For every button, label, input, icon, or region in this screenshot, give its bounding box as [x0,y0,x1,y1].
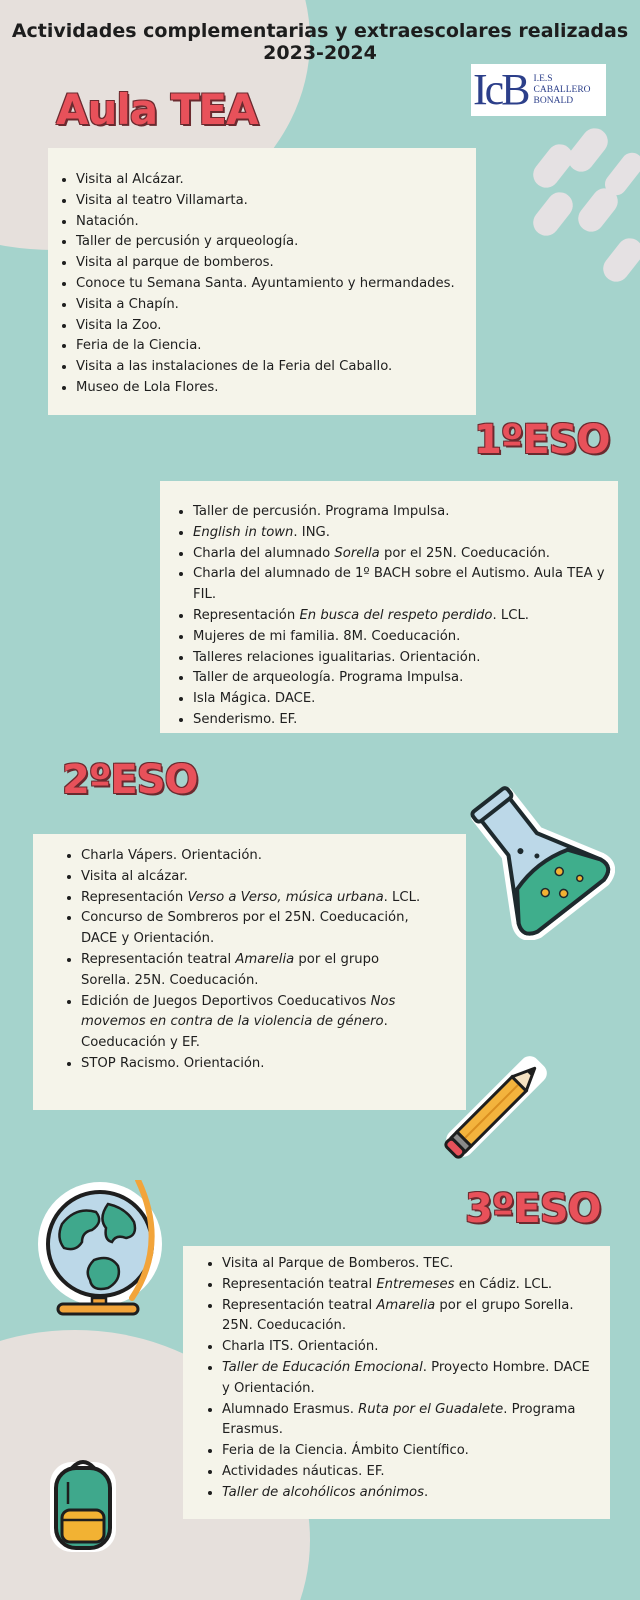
activity-item: • Representación teatral Entremeses en Cádiz. LCL. [222,1275,596,1296]
section-box-3eso [183,1246,610,1519]
globe-icon [38,1180,168,1320]
logo-mark: IcB [473,65,528,114]
activity-item: • Visita al Alcázar. [76,170,476,191]
section-heading-1eso: 1ºESO [474,417,610,463]
activity-item: • Taller de arqueología. Programa Impulsa. [193,668,618,689]
activity-item: • Representación En busca del respeto perdido. LCL. [193,606,618,627]
backpack-icon [48,1454,118,1554]
activity-item: • Actividades náuticas. EF. [222,1462,596,1483]
activity-item: • Conoce tu Semana Santa. Ayuntamiento y hermandades. [76,274,476,295]
activity-item: • Feria de la Ciencia. Ámbito Científico. [222,1441,596,1462]
activity-item: • Senderismo. EF. [193,710,618,731]
logo-text-line1: I.E.S [533,73,553,84]
page-title-line1: Actividades complementarias y extraescolares realizadas [11,20,629,42]
activity-item: • Charla Vápers. Orientación. [81,846,426,867]
section-heading-aula-tea: Aula TEA [56,85,258,134]
activity-item: • Visita al parque de bomberos. [76,253,476,274]
activity-item: • Visita al alcázar. [81,867,426,888]
activity-item: • Taller de alcohólicos anónimos. [222,1483,596,1504]
section-heading-3eso: 3ºESO [465,1186,601,1232]
activity-list-3eso [183,1254,610,1504]
page-title-line2: 2023-2024 [263,42,377,64]
activity-item: • Representación teatral Amarelia por el grupo Sorella. 25N. Coeducación. [81,950,426,992]
section-box-aula-tea [48,148,476,415]
activity-item: • Concurso de Sombreros por el 25N. Coeducación, DACE y Orientación. [81,908,426,950]
activity-item: • Charla del alumnado de 1º BACH sobre el Autismo. Aula TEA y FIL. [193,564,618,606]
activity-item: • Taller de percusión. Programa Impulsa. [193,502,618,523]
logo-text-line3: BONALD [533,95,574,106]
section-box-1eso [160,481,618,733]
activity-item: • Mujeres de mi familia. 8M. Coeducación. [193,627,618,648]
activity-item: • Visita al teatro Villamarta. [76,191,476,212]
activity-item: • Visita la Zoo. [76,316,476,337]
activity-item: • Talleres relaciones igualitarias. Orientación. [193,648,618,669]
activity-item: • Visita al Parque de Bomberos. TEC. [222,1254,596,1275]
activity-item: • Visita a las instalaciones de la Feria del Caballo. [76,357,476,378]
activity-item: • Feria de la Ciencia. [76,336,476,357]
activity-item: • Representación Verso a Verso, música urbana. LCL. [81,888,426,909]
section-box-2eso [33,834,466,1110]
page-title [0,20,640,64]
activity-item: • Isla Mágica. DACE. [193,689,618,710]
pencil-icon [428,1045,558,1175]
activity-item: • English in town. ING. [193,523,618,544]
activity-item: • Taller de percusión y arqueología. [76,232,476,253]
activity-item: • Taller de Educación Emocional. Proyecto Hombre. DACE y Orientación. [222,1358,596,1400]
activity-item: • Museo de Lola Flores. [76,378,476,399]
activity-item: • Alumnado Erasmus. Ruta por el Guadalete. Programa Erasmus. [222,1400,596,1442]
school-logo [471,64,606,116]
flask-icon [455,780,615,940]
activity-item: • Charla del alumnado Sorella por el 25N. Coeducación. [193,544,618,565]
logo-text [534,74,591,107]
activity-list-1eso [160,502,618,731]
activity-list-2eso [33,846,466,1075]
logo-text-line2: CABALLERO [533,84,591,95]
activity-item: • STOP Racismo. Orientación. [81,1054,426,1075]
section-heading-2eso: 2ºESO [62,757,198,803]
activity-item: • Edición de Juegos Deportivos Coeducativos Nos movemos en contra de la violencia de género. Coeducación y EF. [81,992,426,1054]
activity-item: • Charla ITS. Orientación. [222,1337,596,1358]
activity-item: • Natación. [76,212,476,233]
activity-list-aula-tea [48,170,476,399]
activity-item: • Visita a Chapín. [76,295,476,316]
activity-item: • Representación teatral Amarelia por el grupo Sorella. 25N. Coeducación. [222,1296,596,1338]
